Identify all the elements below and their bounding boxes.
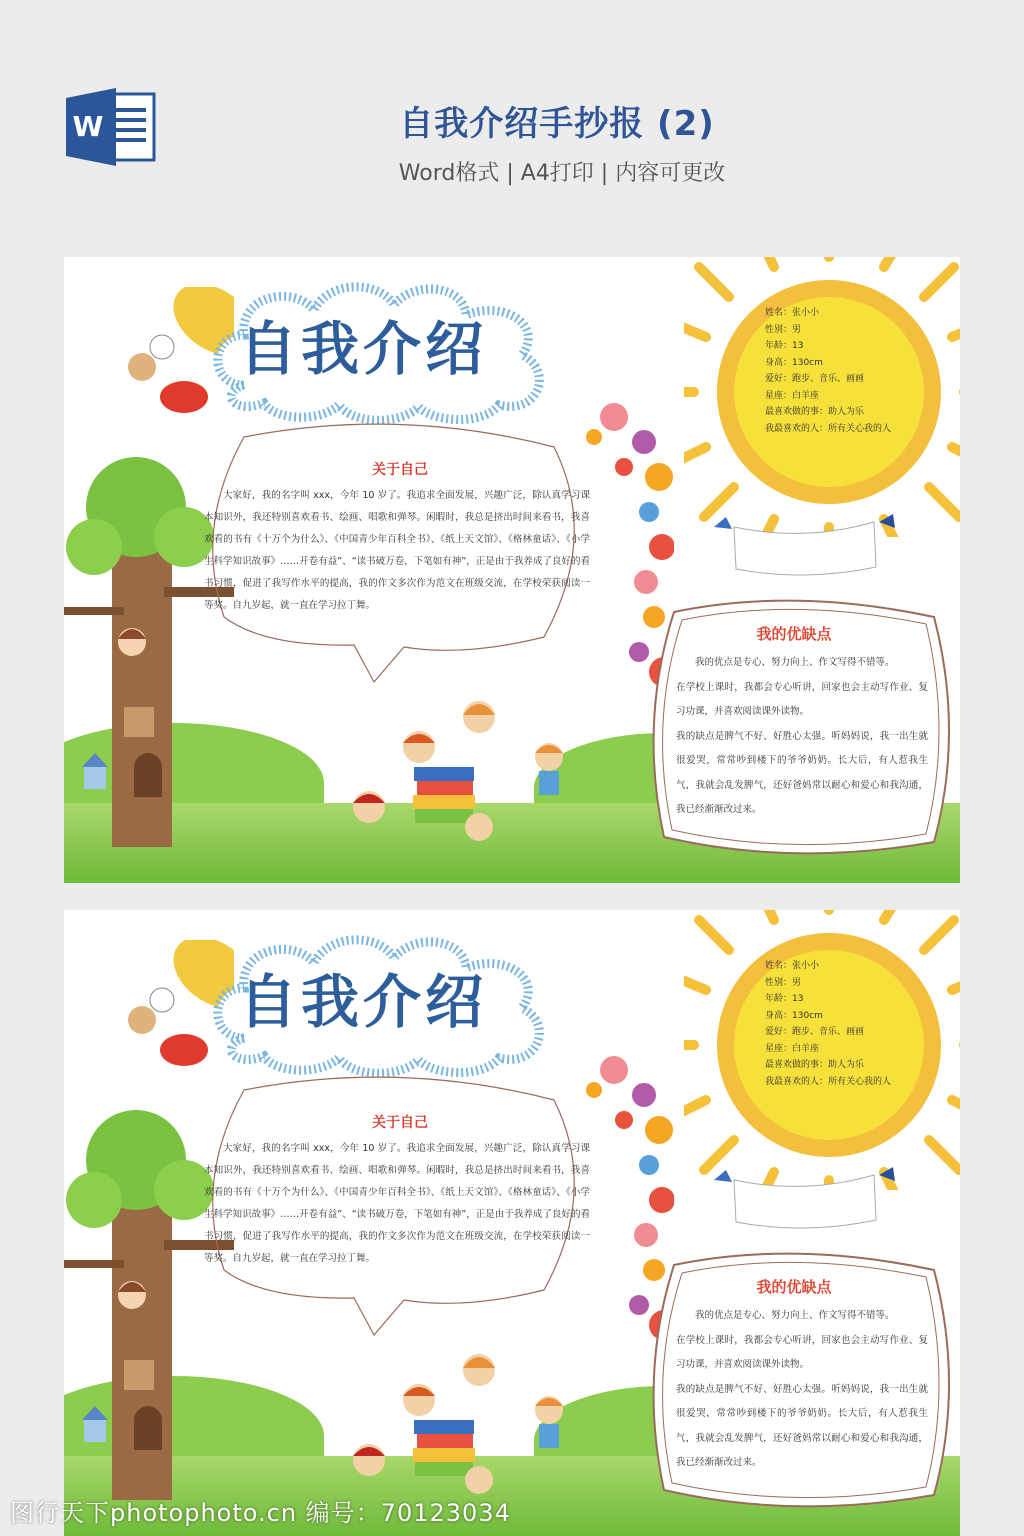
header xyxy=(0,0,1024,240)
profile-name: 姓名：张小小 xyxy=(765,308,820,318)
poster-title: 自我介绍 xyxy=(239,315,488,383)
poster-preview-1 xyxy=(64,257,960,883)
pros-cons-text xyxy=(676,651,928,823)
profile-favorite-activity: 最喜欢做的事：助人为乐 xyxy=(765,407,865,417)
profile-height: 身高：130cm xyxy=(765,1010,823,1021)
profile-age: 年龄：13 xyxy=(765,341,804,351)
profile-gender: 性别：男 xyxy=(765,977,802,988)
profile-gender: 性别：男 xyxy=(765,324,802,335)
about-title: 关于自己 xyxy=(372,462,428,478)
pros-cons-text xyxy=(676,1304,928,1476)
study-paragraph: 在学校上课时，我都会专心听讲，回家也会主动写作业、复习功课，并喜欢阅读课外读物。 xyxy=(676,681,928,717)
pros-paragraph: 我的优点是专心、努力向上、作文写得不错等。 xyxy=(695,657,895,668)
about-paragraph: 大家好，我的名字叫 xxx，今年 10 岁了。我追求全面发展，兴趣广泛，除认真学习课本知识外，我还特别喜欢看书、绘画、唱歌和弹琴。闲暇时，我总是挤出时间来看书，我喜欢看的书有《十万个为什么》、《中国青少年百科全书》、《纸上天文馆》、《格林童话》、《小学生科学知识故事》……开卷有益”、“读书破万卷，下笔如有神”，正是由于我养成了良好的看书习惯，促进了我写作水平的提高，我的作文多次作为范文在班级交流，在学校荣获阅读一等奖。自九岁起，就一直在学习拉丁舞。 xyxy=(204,490,590,611)
cons-paragraph: 我的缺点是脾气不好、好胜心太强。听妈妈说，我一出生就很爱哭，常常吵到楼下的爷爷奶奶。长大后，有人惹我生气，我就会乱发脾气，还好爸妈常以耐心和爱心和我沟通，我已经渐渐改过来。 xyxy=(676,1383,928,1468)
profile-height: 身高：130cm xyxy=(765,357,823,368)
profile-zodiac: 星座：白羊座 xyxy=(765,1043,820,1054)
profile-age: 年龄：13 xyxy=(765,994,804,1004)
pros-cons-title: 我的优缺点 xyxy=(756,1278,832,1296)
poster-preview-2 xyxy=(64,910,960,1536)
kids-reading-illustration xyxy=(329,697,589,867)
profile-favorite-person: 我最喜欢的人：所有关心我的人 xyxy=(765,1076,892,1087)
profile-favorite-person: 我最喜欢的人：所有关心我的人 xyxy=(765,423,892,434)
profile-hobby: 爱好：跑步、音乐、画画 xyxy=(765,374,865,384)
profile-zodiac: 星座：白羊座 xyxy=(765,390,820,401)
scroll-ribbon xyxy=(704,1160,904,1240)
about-paragraph: 大家好，我的名字叫 xxx，今年 10 岁了。我追求全面发展，兴趣广泛，除认真学习课本知识外，我还特别喜欢看书、绘画、唱歌和弹琴。闲暇时，我总是挤出时间来看书，我喜欢看的书有《十万个为什么》、《中国青少年百科全书》、《纸上天文馆》、《格林童话》、《小学生科学知识故事》……开卷有益”、“读书破万卷，下笔如有神”，正是由于我养成了良好的看书习惯，促进了我写作水平的提高，我的作文多次作为范文在班级交流，在学校荣获阅读一等奖。自九岁起，就一直在学习拉丁舞。 xyxy=(204,1143,590,1264)
page-subtitle: Word格式 | A4打印 | 内容可更改 xyxy=(398,161,726,186)
about-title: 关于自己 xyxy=(372,1115,428,1131)
profile-name: 姓名：张小小 xyxy=(765,961,820,971)
pros-cons-title: 我的优缺点 xyxy=(756,625,832,643)
scroll-ribbon xyxy=(704,507,904,587)
poster-title: 自我介绍 xyxy=(239,968,488,1036)
watermark: 图行天下photophoto.cn 编号：70123034 xyxy=(10,1499,511,1527)
svg-text:W: W xyxy=(72,110,104,143)
profile-list xyxy=(765,958,945,1090)
study-paragraph: 在学校上课时，我都会专心听讲，回家也会主动写作业、复习功课，并喜欢阅读课外读物。 xyxy=(676,1334,928,1370)
profile-hobby: 爱好：跑步、音乐、画画 xyxy=(765,1027,865,1037)
profile-list xyxy=(765,305,945,437)
cons-paragraph: 我的缺点是脾气不好、好胜心太强。听妈妈说，我一出生就很爱哭，常常吵到楼下的爷爷奶奶。长大后，有人惹我生气，我就会乱发脾气，还好爸妈常以耐心和爱心和我沟通，我已经渐渐改过来。 xyxy=(676,730,928,815)
pros-paragraph: 我的优点是专心、努力向上、作文写得不错等。 xyxy=(695,1310,895,1321)
page-title: 自我介绍手抄报 (2) xyxy=(399,104,715,144)
profile-favorite-activity: 最喜欢做的事：助人为乐 xyxy=(765,1060,865,1070)
